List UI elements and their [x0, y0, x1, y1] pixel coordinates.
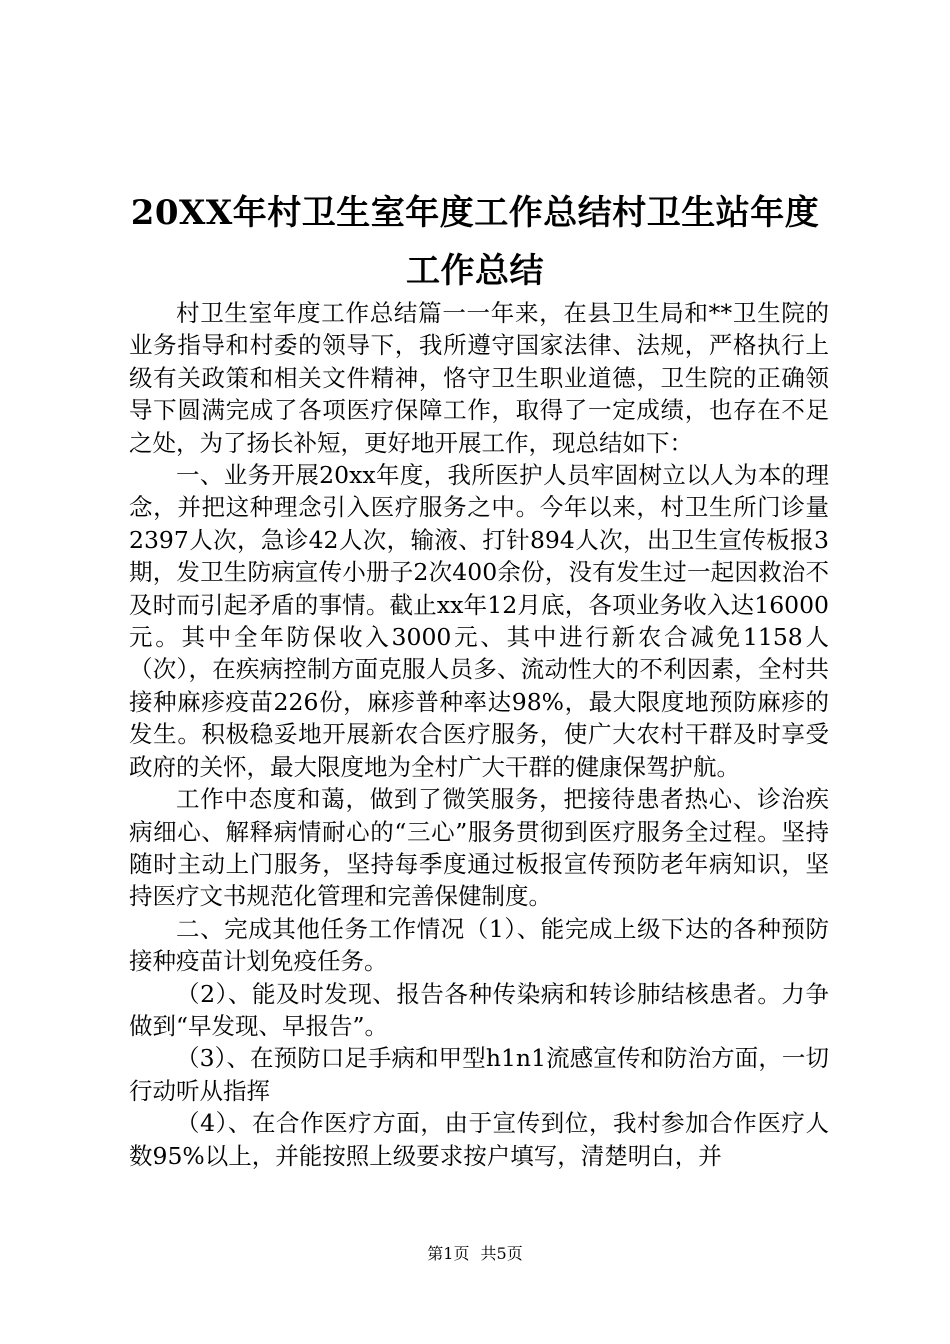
paragraph-intro: 村卫生室年度工作总结篇一一年来，在县卫生局和**卫生院的业务指导和村委的领导下，我所遵守国家法律、法规，严格执行上级有关政策和相关文件精神，恪守卫生职业道德，卫生院的正确领导下圆满完成了各项医疗保障工作，取得了一定成绩，也存在不足之处，为了扬长补短，更好地开展工作，现总结如下： — [129, 299, 829, 457]
paragraph-item-2: （2）、能及时发现、报告各种传染病和转诊肺结核患者。力争做到“早发现、早报告”。 — [129, 979, 829, 1040]
document-title-line-2: 工作总结 — [406, 251, 544, 291]
paragraph-other-tasks: 二、完成其他任务工作情况（1）、能完成上级下达的各种预防接种疫苗计划免疫任务。 — [129, 914, 829, 976]
paragraph-attitude: 工作中态度和蔼，做到了微笑服务，把接待患者热心、诊治疾病细心、解释病情耐心的“三心”服务贯彻到医疗服务全过程。坚持随时主动上门服务，坚持每季度通过板报宣传预防老年病知识，坚持医疗文书规范化管理和完善保健制度。 — [129, 785, 829, 911]
paragraph-item-3: （3）、在预防口足手病和甲型h1n1流感宣传和防治方面，一切行动听从指挥 — [129, 1044, 829, 1105]
document-body — [129, 297, 829, 1172]
paragraph-business: 一、业务开展20xx年度，我所医护人员牢固树立以人为本的理念，并把这种理念引入医疗服务之中。今年以来，村卫生所门诊量2397人次，急诊42人次，输液、打针894人次，出卫生宣传板报3期，发卫生防病宣传小册子2次400余份，没有发生过一起因救治不及时而引起矛盾的事情。截止xx年12月底，各项业务收入达16000元。其中全年防保收入3000元、其中进行新农合减免1158人（次），在疾病控制方面克服人员多、流动性大的不利因素，全村共接种麻疹疫苗226份，麻疹普种率达98%，最大限度地预防麻疹的发生。积极稳妥地开展新农合医疗服务，使广大农村干群及时享受政府的关怀，最大限度地为全村广大干群的健康保驾护航。 — [129, 461, 829, 781]
document-title-line-1: 20XX年村卫生室年度工作总结村卫生站年度 — [130, 193, 820, 233]
page-footer — [0, 1241, 950, 1264]
page-total: 共5页 — [480, 1244, 523, 1263]
page-number: 第1页 — [427, 1244, 470, 1263]
paragraph-item-4: （4）、在合作医疗方面，由于宣传到位，我村参加合作医疗人数95%以上，并能按照上级要求按户填写，清楚明白，并 — [129, 1109, 829, 1170]
